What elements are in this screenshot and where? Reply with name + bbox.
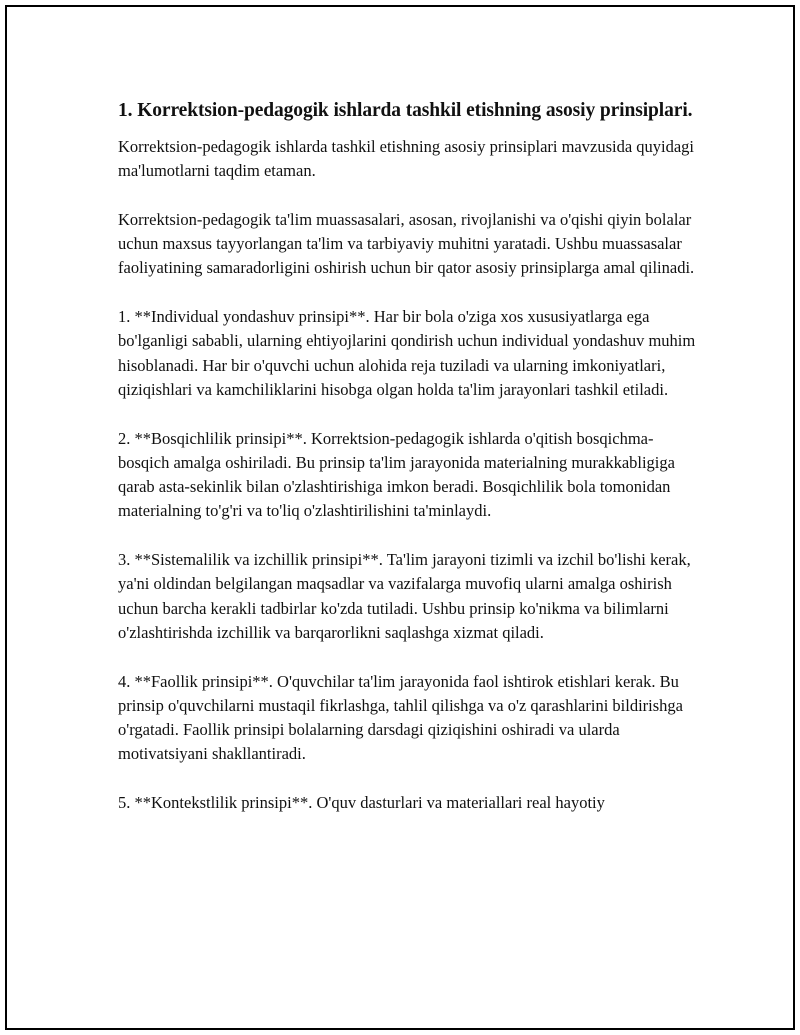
- page: [5, 5, 795, 1030]
- document-body: [118, 97, 698, 840]
- paragraph-principle-5: 5. **Kontekstlilik prinsipi**. O'quv dasturlari va materiallari real hayotiy: [118, 793, 605, 813]
- paragraph-principle-4: 4. **Faollik prinsipi**. O'quvchilar ta'lim jarayonida faol ishtirok etishlari kerak. Bu prinsip o'quvchilarni mustaqil fikrlashga, tahlil qilishga va o'z qarashlarini bildirishga o'rgatadi. Faollik prinsipi bolalarning darsdagi qiziqishini oshiradi va ularda motivatsiyani shakllantiradi.: [118, 671, 683, 764]
- paragraph-overview: Korrektsion-pedagogik ta'lim muassasalari, asosan, rivojlanishi va o'qishi qiyin bolalar uchun maxsus tayyorlangan ta'lim va tarbiyaviy muhitni yaratadi. Ushbu muassasalar faoliyatining samaradorligini oshirish uchun bir qator asosiy prinsiplarga amal qilinadi.: [118, 209, 695, 278]
- document-title: 1. Korrektsion-pedagogik ishlarda tashkil etishning asosiy prinsiplari.: [118, 100, 693, 121]
- paragraph-principle-3: 3. **Sistemalilik va izchillik prinsipi**. Ta'lim jarayoni tizimli va izchil bo'lishi kerak, ya'ni oldindan belgilangan maqsadlar va vazifalarga muvofiq ularni amalga oshirish uchun barcha kerakli tadbirlar ko'zda tutiladi. Ushbu prinsip ko'nikma va bilimlarni o'zlashtirishda izchillik va barqarorlikni saqlashga xizmat qiladi.: [118, 550, 691, 642]
- paragraph-intro: Korrektsion-pedagogik ishlarda tashkil etishning asosiy prinsiplari mavzusida quyidagi ma'lumotlarni taqdim etaman.: [118, 137, 695, 181]
- paragraph-principle-1: 1. **Individual yondashuv prinsipi**. Har bir bola o'ziga xos xususiyatlarga ega bo'lganligi sababli, ularning ehtiyojlarini qondirish uchun individual yondashuv muhim hisoblanadi. Har bir o'quvchi uchun alohida reja tuziladi va ularning imkoniyatlari, qiziqishlari va kamchiliklarini hisobga olgan holda ta'lim jarayonlari tashkil etiladi.: [118, 307, 696, 399]
- paragraph-principle-2: 2. **Bosqichlilik prinsipi**. Korrektsion-pedagogik ishlarda o'qitish bosqichma-bosqich amalga oshiriladi. Bu prinsip ta'lim jarayonida materialning murakkabligiga qarab asta-sekinlik bilan o'zlashtirishiga imkon beradi. Bosqichlilik bola tomonidan materialning to'g'ri va to'liq o'zlashtirilishini ta'minlaydi.: [118, 428, 675, 521]
